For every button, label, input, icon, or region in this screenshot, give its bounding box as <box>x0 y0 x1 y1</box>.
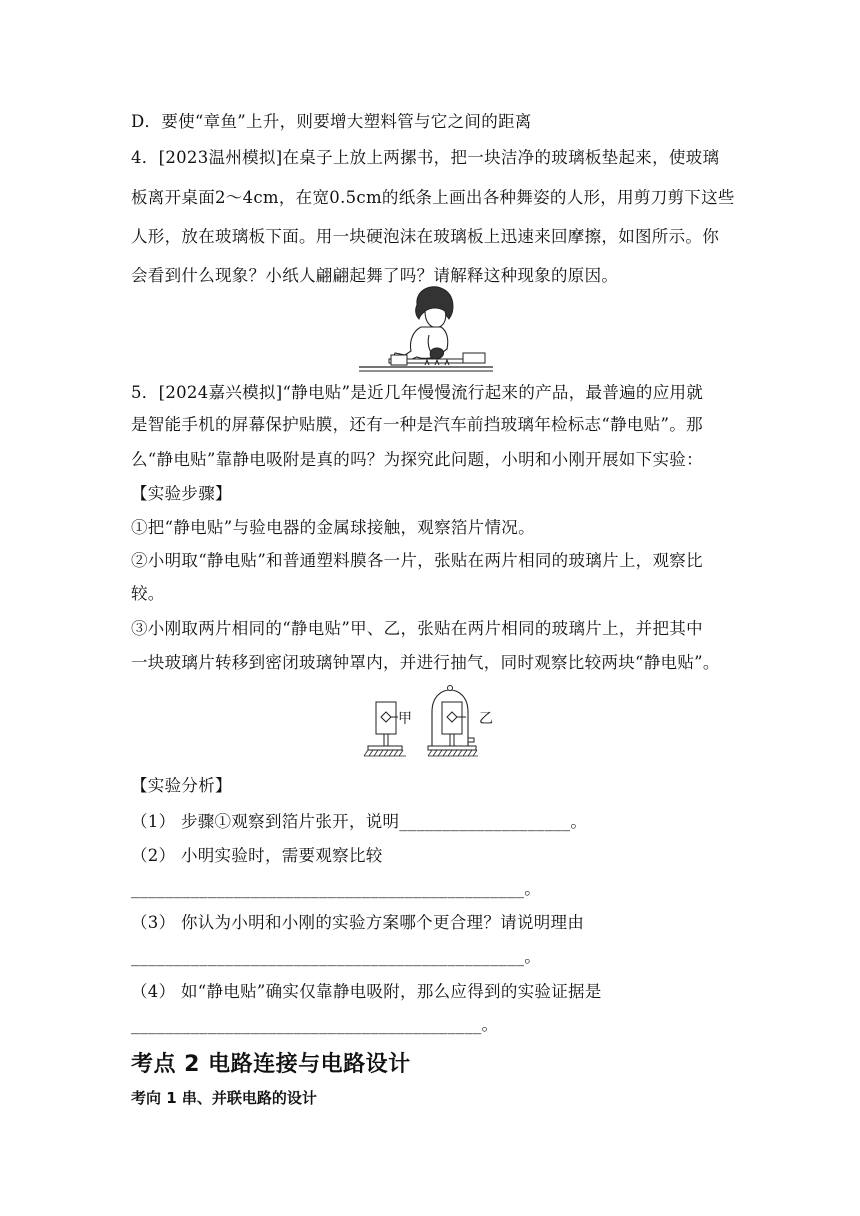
step-2-line-2: 较。 <box>131 584 165 603</box>
question-4-line-2: 板离开桌面2～4cm，在宽0.5cm的纸条上画出各种舞姿的人形，用剪刀剪下这些 <box>131 188 735 207</box>
step-3-line-1: ③小刚取两片相同的“静电贴”甲、乙，张贴在两片相同的玻璃片上，并把其中 <box>131 619 703 638</box>
analysis-q4: （4） 如“静电贴”确实仅靠静电吸附，那么应得到的实验证据是 <box>131 982 602 1001</box>
analysis-q2-blank: ______________________________________________。 <box>131 879 542 898</box>
label-yi: 乙 <box>479 711 493 727</box>
question-5-line-1: 5．[2024嘉兴模拟]“静电贴”是近几年慢慢流行起来的产品，最普遍的应用就 <box>131 383 704 402</box>
analysis-q3-blank: ______________________________________________。 <box>131 947 542 966</box>
analysis-heading: 【实验分析】 <box>131 776 232 795</box>
step-1: ①把“静电贴”与验电器的金属球接触，观察箔片情况。 <box>131 518 535 537</box>
section-subheading: 考向 1 串、并联电路的设计 <box>131 1089 317 1107</box>
analysis-q3: （3） 你认为小明和小刚的实验方案哪个更合理？请说明理由 <box>131 913 585 932</box>
analysis-q4-blank: _________________________________________。 <box>131 1015 499 1034</box>
experiment-steps-heading: 【实验步骤】 <box>131 484 232 503</box>
question-4-line-3: 人形，放在玻璃板下面。用一块硬泡沫在玻璃板上迅速来回摩擦，如图所示。你 <box>131 227 719 246</box>
question-5-line-2: 是智能手机的屏幕保护贴膜，还有一种是汽车前挡玻璃年检标志“静电贴”。那 <box>131 415 703 434</box>
question-5-line-3: 么“静电贴”靠静电吸附是真的吗？为探究此问题，小明和小刚开展如下实验： <box>131 450 703 469</box>
step-3-line-2: 一块玻璃片转移到密闭玻璃钟罩内，并进行抽气，同时观察比较两块“静电贴”。 <box>131 653 720 672</box>
experiment-setup-figure <box>362 684 502 760</box>
step-2-line-1: ②小明取“静电贴”和普通塑料膜各一片，张贴在两片相同的玻璃片上，观察比 <box>131 551 703 570</box>
section-heading: 考点 2 电路连接与电路设计 <box>131 1052 411 1077</box>
rubbing-illustration <box>355 283 495 373</box>
analysis-q2: （2） 小明实验时，需要观察比较 <box>131 846 383 865</box>
analysis-q1: （1） 步骤①观察到箔片张开，说明____________________。 <box>131 812 588 831</box>
question-4-line-4: 会看到什么现象？小纸人翩翩起舞了吗？请解释这种现象的原因。 <box>131 266 619 285</box>
question-4-line-1: 4．[2023温州模拟]在桌子上放上两摞书，把一块洁净的玻璃板垫起来，使玻璃 <box>131 148 720 167</box>
label-jia: 甲 <box>398 711 412 727</box>
option-d: D．要使“章鱼”上升，则要增大塑料管与它之间的距离 <box>131 112 532 131</box>
